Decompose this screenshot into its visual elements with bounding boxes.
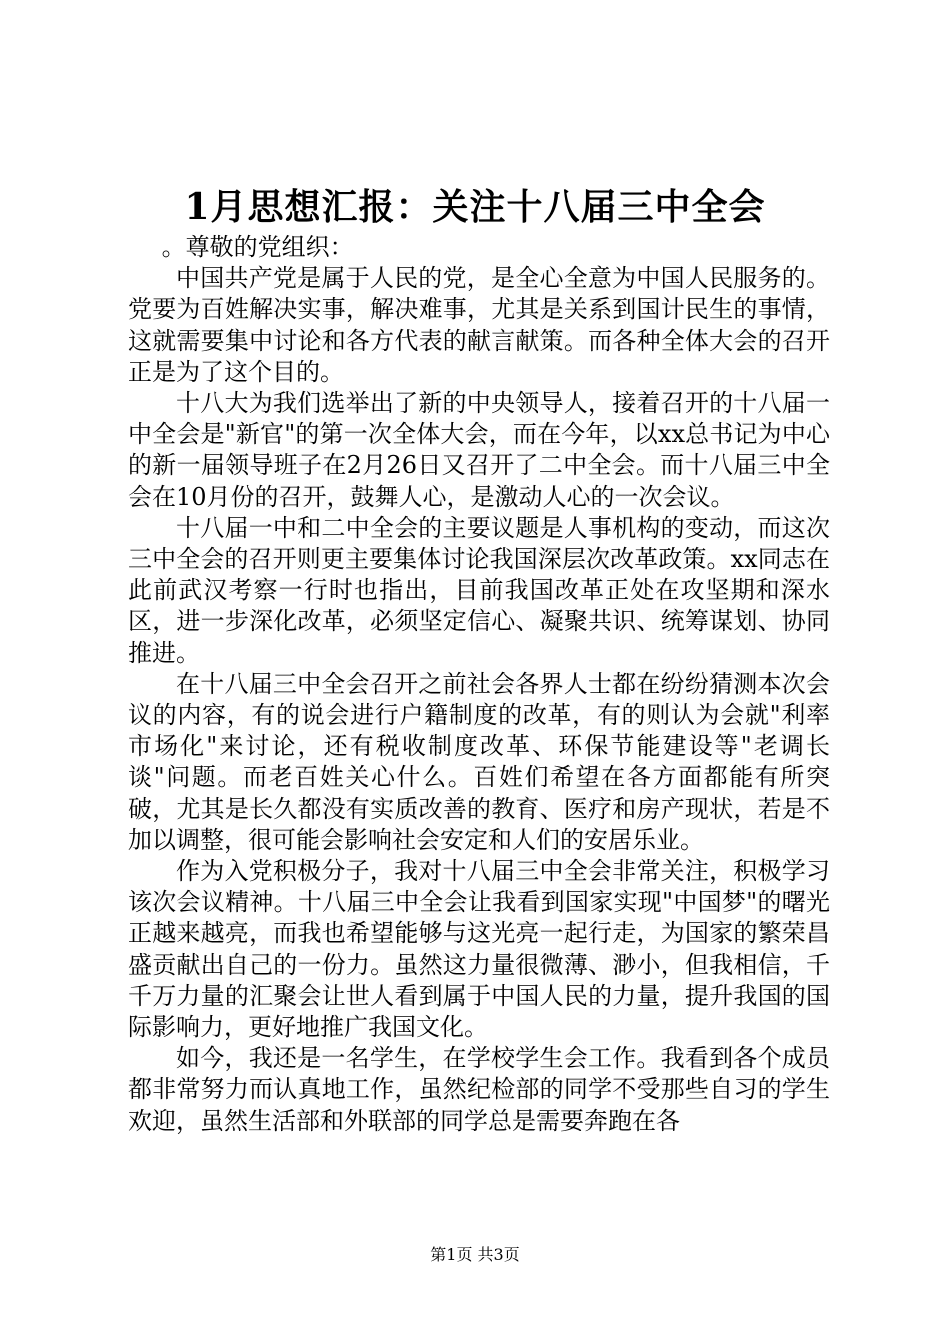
paragraph-2: 十八大为我们选举出了新的中央领导人，接着召开的十八届一中全会是"新官"的第一次全体大会，而在今年，以xx总书记为中心的新一届领导班子在2月26日又召开了二中全会。而十八届三中全会在10月份的召开，鼓舞人心，是激动人心的一次会议。 [128,389,830,511]
paragraph-4: 在十八届三中全会召开之前社会各界人士都在纷纷猜测本次会议的内容，有的说会进行户籍制度的改革，有的则认为会就"利率市场化"来讨论，还有税收制度改革、环保节能建设等"老调长谈"问题。而老百姓关心什么。百姓们希望在各方面都能有所突破，尤其是长久都没有实质改善的教育、医疗和房产现状，若是不加以调整，很可能会影响社会安定和人们的安居乐业。 [128,669,830,854]
page-number-footer: 第1页 共3页 [430,1245,520,1264]
salutation: 。尊敬的党组织： [161,233,354,261]
paragraph-6: 如今，我还是一名学生，在学校学生会工作。我看到各个成员都非常努力而认真地工作，虽然纪检部的同学不受那些自习的学生欢迎，虽然生活部和外联部的同学总是需要奔跑在各 [128,1044,830,1135]
document-title: 1月思想汇报：关注十八届三中全会 [184,186,766,228]
paragraph-1: 中国共产党是属于人民的党，是全心全意为中国人民服务的。党要为百姓解决实事，解决难事，尤其是关系到国计民生的事情，这就需要集中讨论和各方代表的献言献策。而各种全体大会的召开正是为了这个目的。 [128,264,830,386]
paragraph-5: 作为入党积极分子，我对十八届三中全会非常关注，积极学习该次会议精神。十八届三中全会让我看到国家实现"中国梦"的曙光正越来越亮，而我也希望能够与这光亮一起行走，为国家的繁荣昌盛贡献出自己的一份力。虽然这力量很微薄、渺小，但我相信，千千万力量的汇聚会让世人看到属于中国人民的力量，提升我国的国际影响力，更好地推广我国文化。 [128,857,830,1042]
paragraph-3: 十八届一中和二中全会的主要议题是人事机构的变动，而这次三中全会的召开则更主要集体讨论我国深层次改革政策。xx同志在此前武汉考察一行时也指出，目前我国改革正处在攻坚期和深水区，进一步深化改革，必须坚定信心、凝聚共识、统筹谋划、协同推进。 [128,513,830,667]
document-body [128,232,830,1137]
